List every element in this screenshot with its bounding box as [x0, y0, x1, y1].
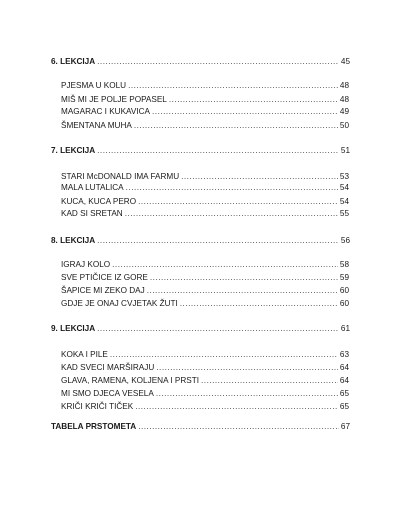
toc-song-entry[interactable] [61, 171, 349, 182]
dot-leader [110, 349, 338, 360]
toc-entry-page: 60 [339, 286, 349, 295]
toc-entry-title: 7. LEKCIJA [51, 146, 96, 155]
toc-lesson-entry[interactable] [51, 323, 350, 334]
dot-leader [169, 94, 338, 105]
dot-leader [138, 421, 339, 432]
toc-entry-title: GLAVA, RAMENA, KOLJENA I PRSTI [61, 376, 200, 385]
toc-entry-page: 56 [340, 236, 350, 245]
toc-entry-page: 48 [339, 95, 349, 104]
toc-entry-title: SVE PTIČICE IZ GORE [61, 273, 148, 282]
toc-entry-title: MI SMO DJECA VESELA [61, 389, 154, 398]
toc-entry-page: 54 [339, 197, 349, 206]
toc-entry-title: KAD SVECI MARŠIRAJU [61, 363, 155, 372]
toc-entry-page: 53 [339, 172, 349, 181]
toc-entry-page: 65 [339, 402, 349, 411]
toc-song-entry[interactable] [61, 285, 349, 296]
toc-song-entry[interactable] [61, 106, 349, 117]
toc-entry-title: 6. LEKCIJA [51, 57, 96, 66]
toc-entry-page: 48 [339, 81, 349, 90]
toc-entry-page: 51 [340, 146, 350, 155]
dot-leader [147, 285, 338, 296]
toc-entry-title: 8. LEKCIJA [51, 236, 96, 245]
toc-song-entry[interactable] [61, 298, 349, 309]
dot-leader [138, 196, 338, 207]
dot-leader [135, 401, 338, 412]
dot-leader [180, 298, 338, 309]
toc-entry-page: 50 [339, 121, 349, 130]
toc-song-entry[interactable] [61, 208, 349, 219]
toc-lesson-entry[interactable] [51, 235, 350, 246]
toc-appendix-entry[interactable] [51, 421, 350, 432]
dot-leader [150, 272, 338, 283]
toc-song-entry[interactable] [61, 120, 349, 131]
dot-leader [134, 120, 338, 131]
toc-song-entry[interactable] [61, 182, 349, 193]
toc-song-entry[interactable] [61, 94, 349, 105]
toc-entry-title: MAGARAC I KUKAVICA [61, 107, 151, 116]
toc-entry-page: 67 [340, 422, 350, 431]
toc-entry-page: 63 [339, 350, 349, 359]
toc-entry-page: 61 [340, 324, 350, 333]
toc-entry-page: 65 [339, 389, 349, 398]
toc-entry-title: 9. LEKCIJA [51, 324, 96, 333]
toc-entry-page: 55 [339, 209, 349, 218]
toc-entry-page: 49 [339, 107, 349, 116]
dot-leader [156, 362, 338, 373]
toc-entry-page: 59 [339, 273, 349, 282]
toc-song-entry[interactable] [61, 80, 349, 91]
toc-song-entry[interactable] [61, 349, 349, 360]
toc-entry-page: 54 [339, 183, 349, 192]
toc-entry-title: PJESMA U KOLU [61, 81, 127, 90]
toc-lesson-entry[interactable] [51, 145, 350, 156]
toc-lesson-entry[interactable] [51, 56, 350, 67]
toc-entry-title: ŠAPICE MI ZEKO DAJ [61, 286, 145, 295]
toc-song-entry[interactable] [61, 272, 349, 283]
dot-leader [112, 259, 338, 270]
toc-entry-title: ŠMENTANA MUHA [61, 121, 132, 130]
toc-song-entry[interactable] [61, 375, 349, 386]
dot-leader [97, 56, 339, 67]
toc-entry-page: 58 [339, 260, 349, 269]
toc-entry-page: 64 [339, 363, 349, 372]
dot-leader [97, 323, 339, 334]
dot-leader [156, 388, 338, 399]
toc-song-entry[interactable] [61, 401, 349, 412]
dot-leader [97, 235, 339, 246]
toc-entry-page: 45 [340, 57, 350, 66]
dot-leader [126, 182, 338, 193]
toc-song-entry[interactable] [61, 388, 349, 399]
toc-entry-title: IGRAJ KOLO [61, 260, 111, 269]
toc-entry-page: 64 [339, 376, 349, 385]
toc-song-entry[interactable] [61, 196, 349, 207]
toc-entry-title: KAD SI SRETAN [61, 209, 123, 218]
dot-leader [128, 80, 338, 91]
toc-song-entry[interactable] [61, 259, 349, 270]
toc-entry-title: TABELA PRSTOMETA [51, 422, 137, 431]
toc-entry-title: STARI McDONALD IMA FARMU [61, 172, 180, 181]
dot-leader [152, 106, 338, 117]
dot-leader [125, 208, 338, 219]
toc-entry-title: KUCA, KUCA PERO [61, 197, 137, 206]
toc-entry-title: KOKA I PILE [61, 350, 108, 359]
toc-entry-page: 60 [339, 299, 349, 308]
toc-song-entry[interactable] [61, 362, 349, 373]
dot-leader [97, 145, 339, 156]
toc-entry-title: MALA LUTALICA [61, 183, 124, 192]
dot-leader [181, 171, 338, 182]
toc-entry-title: MIŠ MI JE POLJE POPASEL [61, 95, 167, 104]
dot-leader [201, 375, 338, 386]
toc-entry-title: GDJE JE ONAJ CVJETAK ŽUTI [61, 299, 178, 308]
toc-entry-title: KRIČI KRIČI TIČEK [61, 402, 134, 411]
